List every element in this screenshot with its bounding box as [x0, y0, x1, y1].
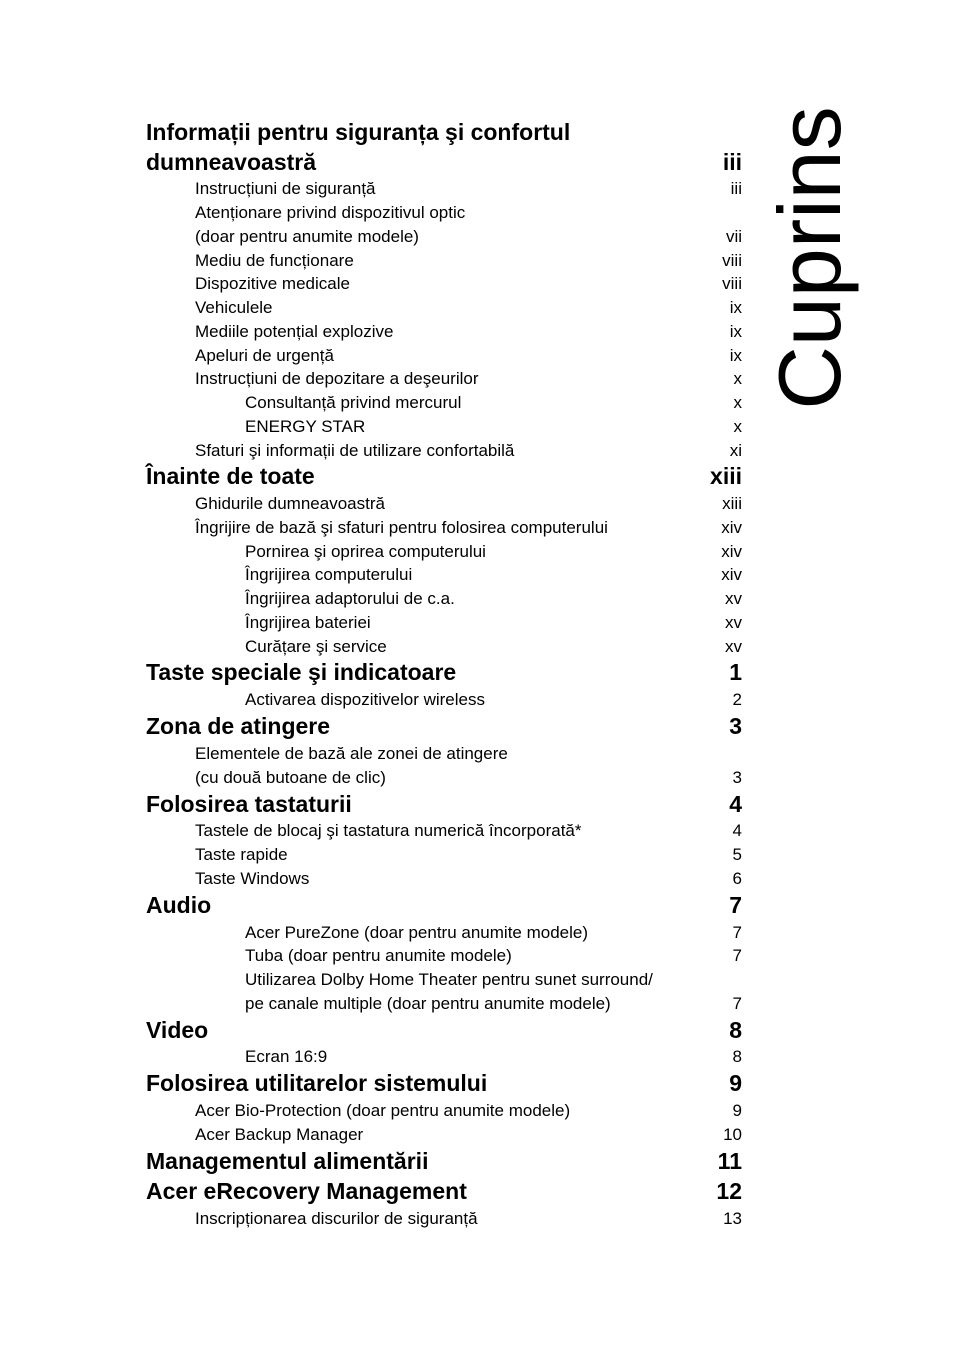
toc-entry-label: Atenționare privind dispozitivul optic [195, 203, 466, 222]
toc-entry-label: Elementele de bază ale zonei de atingere [195, 744, 508, 763]
toc-entry-label: Îngrijirea adaptorului de c.a. [245, 589, 455, 608]
toc-entry-label: Pornirea şi oprirea computerului [245, 542, 486, 561]
toc-page-number: 7 [732, 923, 742, 942]
toc-entry-label: Îngrijirea computerului [245, 565, 413, 584]
toc-page-number: xiv [721, 518, 742, 537]
side-title: Cuprins [760, 106, 859, 410]
toc-entry-label: Audio [146, 892, 212, 918]
toc-entry-label: Zona de atingere [146, 713, 331, 739]
toc-entry-label: Tastele de blocaj şi tastatura numerică încorporată* [195, 821, 582, 840]
toc-entry-label: Inscripționarea discurilor de siguranță [195, 1209, 478, 1228]
toc-page-number: xiii [722, 494, 742, 513]
toc-page-number: xiv [721, 565, 742, 584]
toc-entry-label: Folosirea utilitarelor sistemului [146, 1070, 488, 1096]
toc-entry-label: Acer PureZone (doar pentru anumite modele) [245, 923, 589, 942]
toc-entry-label: Înainte de toate [146, 463, 315, 489]
toc-entry-label: Acer Bio-Protection (doar pentru anumite modele) [195, 1101, 571, 1120]
toc-entry-label: Acer eRecovery Management [146, 1178, 467, 1204]
toc-entry-label: dumneavoastră [146, 149, 317, 175]
toc-page-number: iii [730, 179, 742, 198]
toc-page-number: xiv [721, 542, 742, 561]
toc-page-number: 7 [732, 994, 742, 1013]
toc-entry-label: Acer Backup Manager [195, 1125, 364, 1144]
toc-entry-label: Instrucțiuni de siguranță [195, 179, 376, 198]
toc-entry-label: Taste rapide [195, 845, 288, 864]
toc-entry-label: Managementul alimentării [146, 1148, 429, 1174]
toc-page-number: 9 [729, 1070, 742, 1096]
toc-entry-label: Sfaturi şi informații de utilizare confortabilă [195, 441, 515, 460]
toc-page-number: 1 [729, 659, 742, 685]
toc-entry-label: Dispozitive medicale [195, 274, 350, 293]
toc-entry-label: Ecran 16:9 [245, 1047, 328, 1066]
toc-entry-label: Apeluri de urgență [195, 346, 334, 365]
toc-page-number: 3 [729, 713, 742, 739]
toc-entry-label: Informații pentru siguranța şi confortul [146, 119, 571, 145]
toc-page-number: 7 [732, 946, 742, 965]
toc-entry-label: Vehiculele [195, 298, 273, 317]
toc-page-number: 7 [729, 892, 742, 918]
toc-page-number: xiii [710, 463, 742, 489]
toc-page-number: 3 [732, 768, 742, 787]
toc-page-number: xv [725, 637, 742, 656]
toc-page-number: 4 [732, 821, 742, 840]
toc-page-number: viii [722, 274, 742, 293]
toc-page-number: xi [729, 441, 742, 460]
toc-page-number: xv [725, 613, 742, 632]
toc-page-number: iii [722, 149, 742, 175]
toc-page-number: 11 [717, 1148, 742, 1174]
toc-page-number: 12 [716, 1178, 742, 1204]
toc-entry-label: Tuba (doar pentru anumite modele) [245, 946, 512, 965]
toc-entry-label: (cu două butoane de clic) [195, 768, 386, 787]
toc-entry-label: Utilizarea Dolby Home Theater pentru sunet surround/ [245, 970, 653, 989]
toc-entry-label: Folosirea tastaturii [146, 791, 352, 817]
toc-entry-label: Mediile potențial explozive [195, 322, 394, 341]
toc-entry-label: Curățare şi service [245, 637, 387, 656]
toc-entry-label: Mediu de funcționare [195, 251, 354, 270]
toc-entry-label: Taste Windows [195, 869, 310, 888]
toc-page-number: 5 [732, 845, 742, 864]
toc-entry-label: Îngrijirea bateriei [245, 613, 371, 632]
toc-page-number: ix [729, 346, 742, 365]
toc-entry-label: Instrucțiuni de depozitare a deşeurilor [195, 369, 479, 388]
toc-page-number: 8 [729, 1017, 742, 1043]
toc-page-number: 9 [732, 1101, 742, 1120]
toc-entry-label: pe canale multiple (doar pentru anumite modele) [245, 994, 611, 1013]
toc-entry-label: Activarea dispozitivelor wireless [245, 690, 485, 709]
toc-page-number: ix [729, 298, 742, 317]
toc-entry-label: Îngrijire de bază şi sfaturi pentru folosirea computerului [195, 518, 608, 537]
toc-page-number: x [733, 369, 742, 388]
toc-page-number: 8 [732, 1047, 742, 1066]
toc-entry-label: Consultanță privind mercurul [245, 393, 462, 412]
toc-entry-label: Taste speciale şi indicatoare [146, 659, 457, 685]
toc-page-number: 6 [732, 869, 742, 888]
toc-page-number: vii [725, 227, 742, 246]
toc-page-number: 13 [723, 1209, 742, 1228]
toc-entry-label: Video [146, 1017, 209, 1043]
toc-page-number: ix [729, 322, 742, 341]
toc-page-number: xv [725, 589, 742, 608]
toc-page-number: viii [722, 251, 742, 270]
toc-entry-label: ENERGY STAR [245, 417, 366, 436]
toc-page-number: x [733, 417, 742, 436]
toc-page-number: 4 [729, 791, 742, 817]
toc-page-number: 2 [732, 690, 742, 709]
toc-entry-label: (doar pentru anumite modele) [195, 227, 419, 246]
toc-page-number: x [733, 393, 742, 412]
toc-page-number: 10 [723, 1125, 742, 1144]
toc-entry-label: Ghidurile dumneavoastră [195, 494, 385, 513]
